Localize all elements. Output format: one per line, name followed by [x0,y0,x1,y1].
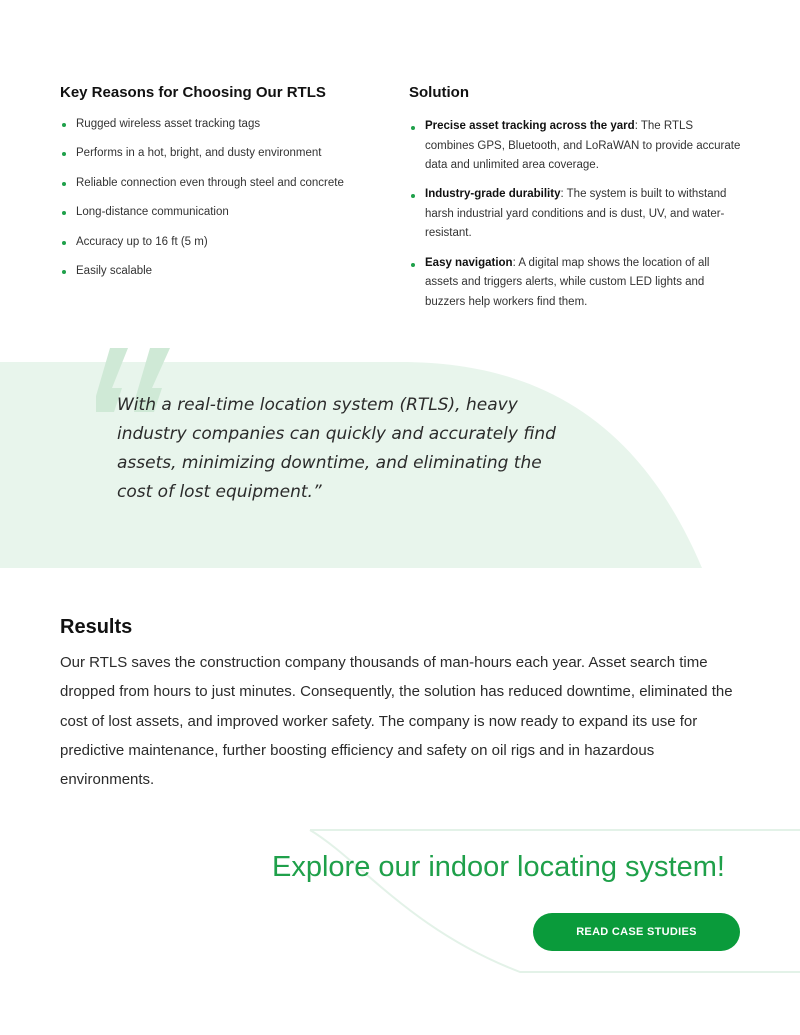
list-item [409,254,744,313]
solution-item-text: : The RTLS combines GPS, Bluetooth, and LoRaWAN to provide accurate data and unlimited area coverage. [425,120,741,172]
cta-outline-shape [0,820,800,990]
list-item [60,146,380,175]
key-reasons-list [60,117,380,293]
solution-item-heading: Industry-grade durability [425,188,561,201]
list-item [60,205,380,234]
bullet-dot-icon [62,182,66,186]
bullet-dot-icon [411,263,415,267]
read-case-studies-button[interactable]: READ CASE STUDIES [533,913,740,951]
bullet-dot-icon [62,270,66,274]
bullet-dot-icon [62,152,66,156]
bullet-dot-icon [62,241,66,245]
list-item-text: Reliable connection even through steel and concrete [76,176,344,189]
results-title: Results [60,616,133,638]
solution-list [409,117,744,322]
list-item [409,117,744,176]
cta-heading: Explore our indoor locating system! [272,851,725,883]
solution-item-text: : The system is built to withstand harsh industrial yard conditions and is dust, UV, and water-resistant. [425,188,727,240]
solution-item-heading: Precise asset tracking across the yard [425,120,635,132]
list-item-text: Rugged wireless asset tracking tags [76,118,261,130]
list-item-text: Performs in a hot, bright, and dusty environment [76,147,322,160]
list-item [60,235,380,264]
list-item [60,176,380,205]
list-item-text: Long-distance communication [76,206,229,219]
list-item-text: Easily scalable [76,264,153,277]
bullet-dot-icon [411,126,415,130]
list-item [409,185,744,244]
bullet-dot-icon [411,194,415,198]
list-item-text: Accuracy up to 16 ft (5 m) [76,235,208,248]
key-reasons-title: Key Reasons for Choosing Our RTLS [60,84,326,101]
results-body: Our RTLS saves the construction company thousands of man-hours each year. Asset search time dropped from hours to just minutes. Consequently, the solution has reduced downtime, eliminated the cost of lost assets, and improved worker safety. The company is now ready to expand its use for predictive maintenance, further boosting efficiency and safety on oil rigs and in hazardous environments. [60,654,733,789]
quote-text: With a real-time location system (RTLS), heavy industry companies can quickly and accurately find assets, minimizing downtime, and eliminating the cost of lost equipment.” [117,395,556,502]
bullet-dot-icon [62,211,66,215]
list-item [60,117,380,146]
bullet-dot-icon [62,123,66,127]
solution-item-text: : A digital map shows the location of all assets and triggers alerts, while custom LED lights and buzzers help workers find them. [425,256,710,308]
list-item [60,264,380,293]
solution-item-heading: Easy navigation [425,256,513,269]
solution-title: Solution [409,84,469,101]
